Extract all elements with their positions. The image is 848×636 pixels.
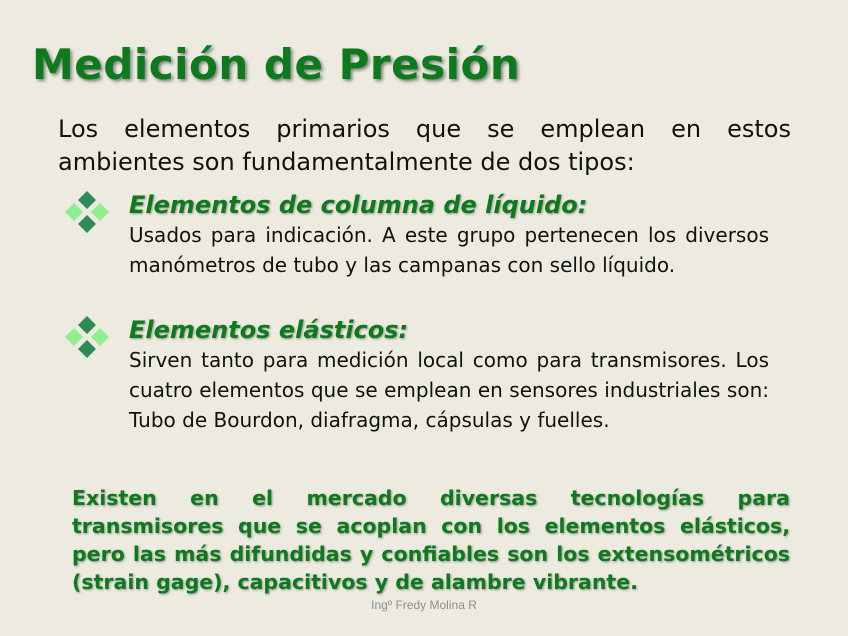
- diamond-cluster-icon: [62, 190, 112, 240]
- bullet-body: Sirven tanto para medición local como para transmisores. Los cuatro elementos que se emplean en sensores industriales son: Tubo de Bourdon, diafragma, cápsulas y fuelles.: [129, 348, 769, 432]
- diamond-cluster-icon: [62, 315, 112, 365]
- intro-paragraph: Los elementos primarios que se emplean en estos ambientes son fundamentalmente de dos tipos:: [58, 115, 791, 176]
- slide-title: Medición de Presión: [32, 40, 521, 89]
- bullet-body: Usados para indicación. A este grupo pertenecen los diversos manómetros de tubo y las campanas con sello líquido.: [129, 223, 769, 277]
- footer-author: Ingº Fredy Molina R: [371, 598, 477, 612]
- bullet-heading: Elementos elásticos:: [129, 316, 409, 344]
- bullet-heading: Elementos de columna de líquido:: [129, 191, 588, 219]
- closing-paragraph: Existen en el mercado diversas tecnologías para transmisores que se acoplan con los elementos elásticos, pero las más difundidas y confiables son los extensométricos (strain gage), capacitivos y de alambre vibrante.: [72, 486, 790, 594]
